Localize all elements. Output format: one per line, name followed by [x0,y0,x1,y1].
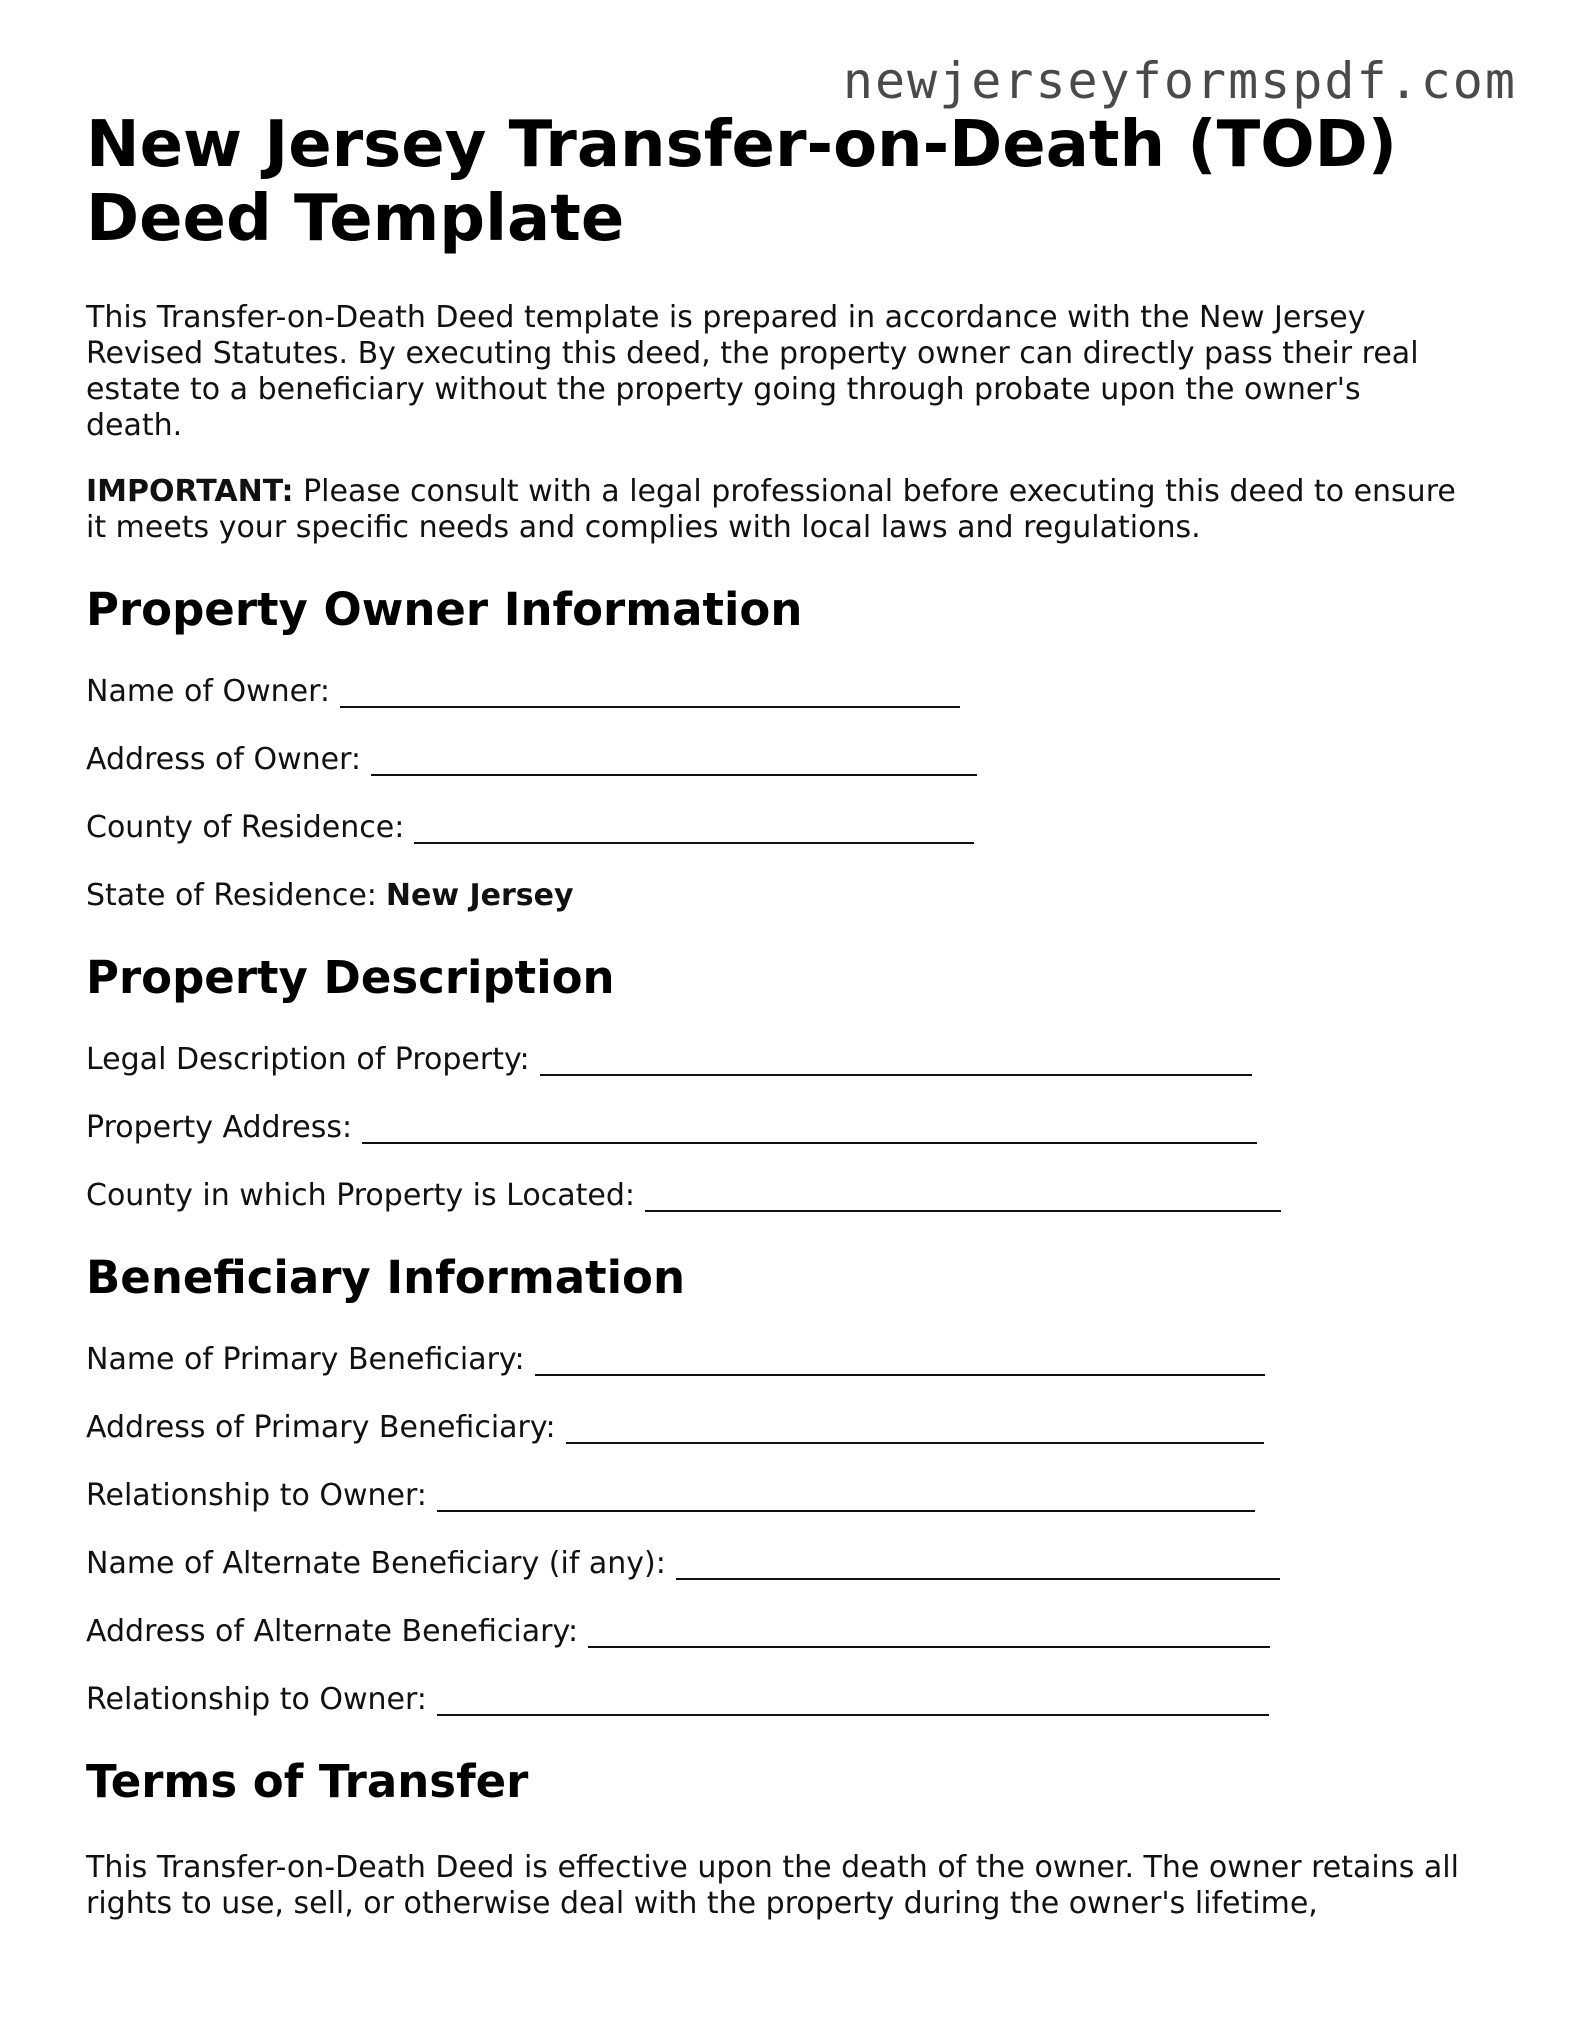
primary-beneficiary-address-field [86,1410,1486,1446]
owner-county-blank[interactable] [414,812,974,844]
owner-name-blank[interactable] [340,676,960,708]
beneficiary-heading: Beneficiary Information [86,1251,685,1304]
owner-county-label: County of Residence: [86,810,405,845]
alternate-beneficiary-address-label: Address of Alternate Beneficiary: [86,1614,579,1649]
property-county-label: County in which Property is Located: [86,1178,635,1213]
owner-address-field [86,742,1486,778]
property-heading: Property Description [86,951,615,1004]
site-watermark: newjerseyformspdf.com [842,52,1517,110]
terms-section [86,1754,1486,1922]
primary-beneficiary-name-blank[interactable] [535,1344,1265,1376]
owner-address-label: Address of Owner: [86,742,361,777]
alternate-beneficiary-name-label: Name of Alternate Beneficiary (if any): [86,1546,666,1581]
property-address-label: Property Address: [86,1110,353,1145]
alternate-beneficiary-address-blank[interactable] [588,1616,1270,1648]
primary-relationship-label: Relationship to Owner: [86,1478,427,1513]
terms-paragraph: This Transfer-on-Death Deed is effective upon the death of the owner. The owner retains all rights to use, sell, or otherwise deal with the property during the owner's lifetime, [86,1850,1459,1921]
document-page [86,108,1486,1922]
property-legal-field [86,1042,1486,1078]
document-title: New Jersey Transfer-on-Death (TOD) Deed Template [86,108,1397,256]
alternate-beneficiary-address-field [86,1614,1486,1650]
property-address-field [86,1110,1486,1146]
owner-state-label: State of Residence: [86,878,377,913]
property-county-blank[interactable] [645,1180,1281,1212]
beneficiary-section [86,1250,1486,1718]
important-note [86,474,1466,546]
property-legal-blank[interactable] [540,1044,1252,1076]
alternate-relationship-field [86,1682,1486,1718]
owner-state-field [86,878,1486,914]
terms-heading: Terms of Transfer [86,1755,529,1808]
intro-paragraph: This Transfer-on-Death Deed template is prepared in accordance with the New Jersey Revised Statutes. By executing this deed, the property owner can directly pass their real estate to a beneficiary without the property going through probate upon the owner's death. [86,300,1419,443]
owner-heading: Property Owner Information [86,583,803,636]
owner-county-field [86,810,1486,846]
alternate-relationship-blank[interactable] [437,1684,1269,1716]
primary-beneficiary-name-label: Name of Primary Beneficiary: [86,1342,525,1377]
property-section [86,950,1486,1214]
primary-beneficiary-name-field [86,1342,1486,1378]
property-legal-label: Legal Description of Property: [86,1042,530,1077]
owner-name-label: Name of Owner: [86,674,331,709]
primary-relationship-field [86,1478,1486,1514]
primary-relationship-blank[interactable] [437,1480,1255,1512]
owner-state-value: New Jersey [385,878,574,913]
alternate-beneficiary-name-field [86,1546,1486,1582]
primary-beneficiary-address-label: Address of Primary Beneficiary: [86,1410,556,1445]
important-label: IMPORTANT: [86,474,294,509]
owner-name-field [86,674,1486,710]
primary-beneficiary-address-blank[interactable] [566,1412,1264,1444]
property-county-field [86,1178,1486,1214]
owner-section [86,582,1486,914]
property-address-blank[interactable] [362,1112,1257,1144]
owner-address-blank[interactable] [371,744,977,776]
alternate-relationship-label: Relationship to Owner: [86,1682,427,1717]
important-text: Please consult with a legal professional before executing this deed to ensure it meets your specific needs and complies with local laws and regulations. [86,474,1456,545]
alternate-beneficiary-name-blank[interactable] [676,1548,1280,1580]
